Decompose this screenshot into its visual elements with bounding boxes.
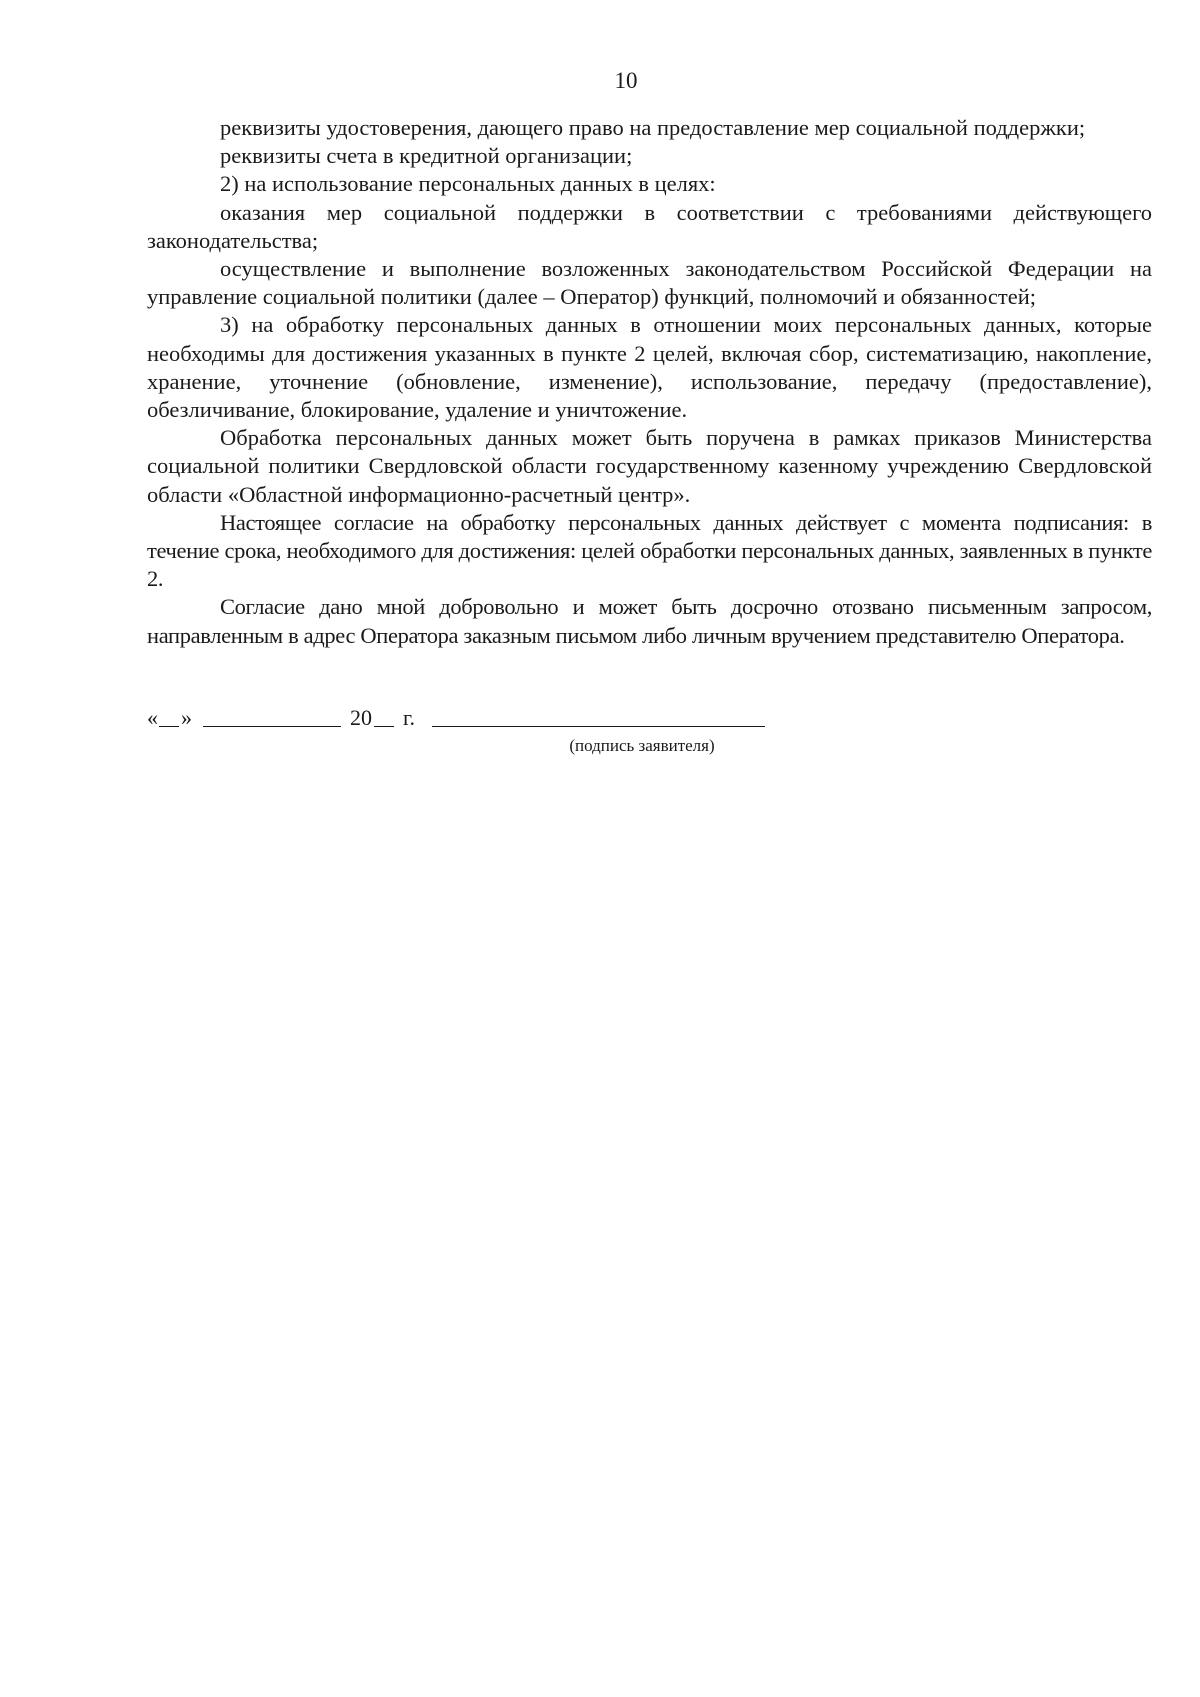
month-blank bbox=[203, 726, 341, 727]
day-blank bbox=[159, 726, 179, 727]
paragraph-processing-delegation: Обработка персональных данных может быть поручена в рамках приказов Министерства социальной политики Свердловской области государственному казенному учреждению Свердловской области «Областной информационно-расчетный центр». bbox=[147, 425, 1152, 507]
year-blank bbox=[374, 726, 394, 727]
paragraph-certificate-details: реквизиты удостоверения, дающего право на предоставление мер социальной поддержки; bbox=[220, 115, 1086, 140]
paragraph-consent-revocation: Согласие дано мной добровольно и может быть досрочно отозвано письменным запросом, направленным в адрес Оператора заказным письмом либо личным вручением представителю Оператора. bbox=[147, 594, 1152, 648]
signature-blank bbox=[432, 726, 765, 727]
date-open-quote: « bbox=[147, 705, 158, 730]
signature-caption: (подпись заявителя) bbox=[569, 736, 715, 755]
signature-block bbox=[147, 704, 787, 764]
document-body bbox=[147, 114, 1152, 650]
paragraph-processing-consent: 3) на обработку персональных данных в отношении моих персональных данных, которые необходимы для достижения указанных в пункте 2 целей, включая сбор, систематизацию, накопление, хранение, уточнение (обновление, изменение), использование, передачу (предоставление), обезличивание, блокирование, удаление и уничтожение. bbox=[147, 312, 1152, 423]
paragraph-account-details: реквизиты счета в кредитной организации; bbox=[220, 143, 633, 169]
year-suffix: г. bbox=[403, 705, 416, 730]
paragraph-consent-term: Настоящее согласие на обработку персональных данных действует с момента подписания: в течение срока, необходимого для достижения: целей обработки персональных данных, заявленных в пункте 2. bbox=[147, 509, 1152, 592]
paragraph-operator-functions: осуществление и выполнение возложенных законодательством Российской Федерации на управление социальной политики (далее – Оператор) функций, полномочий и обязанностей; bbox=[147, 256, 1152, 310]
date-close-quote: » bbox=[181, 705, 192, 730]
year-prefix: 20 bbox=[350, 705, 372, 730]
paragraph-usage-purposes: 2) на использование персональных данных в целях: bbox=[220, 171, 716, 197]
page-number: 10 bbox=[614, 68, 638, 93]
paragraph-social-support: оказания мер социальной поддержки в соответствии с требованиями действующего законодательства; bbox=[147, 199, 1152, 253]
